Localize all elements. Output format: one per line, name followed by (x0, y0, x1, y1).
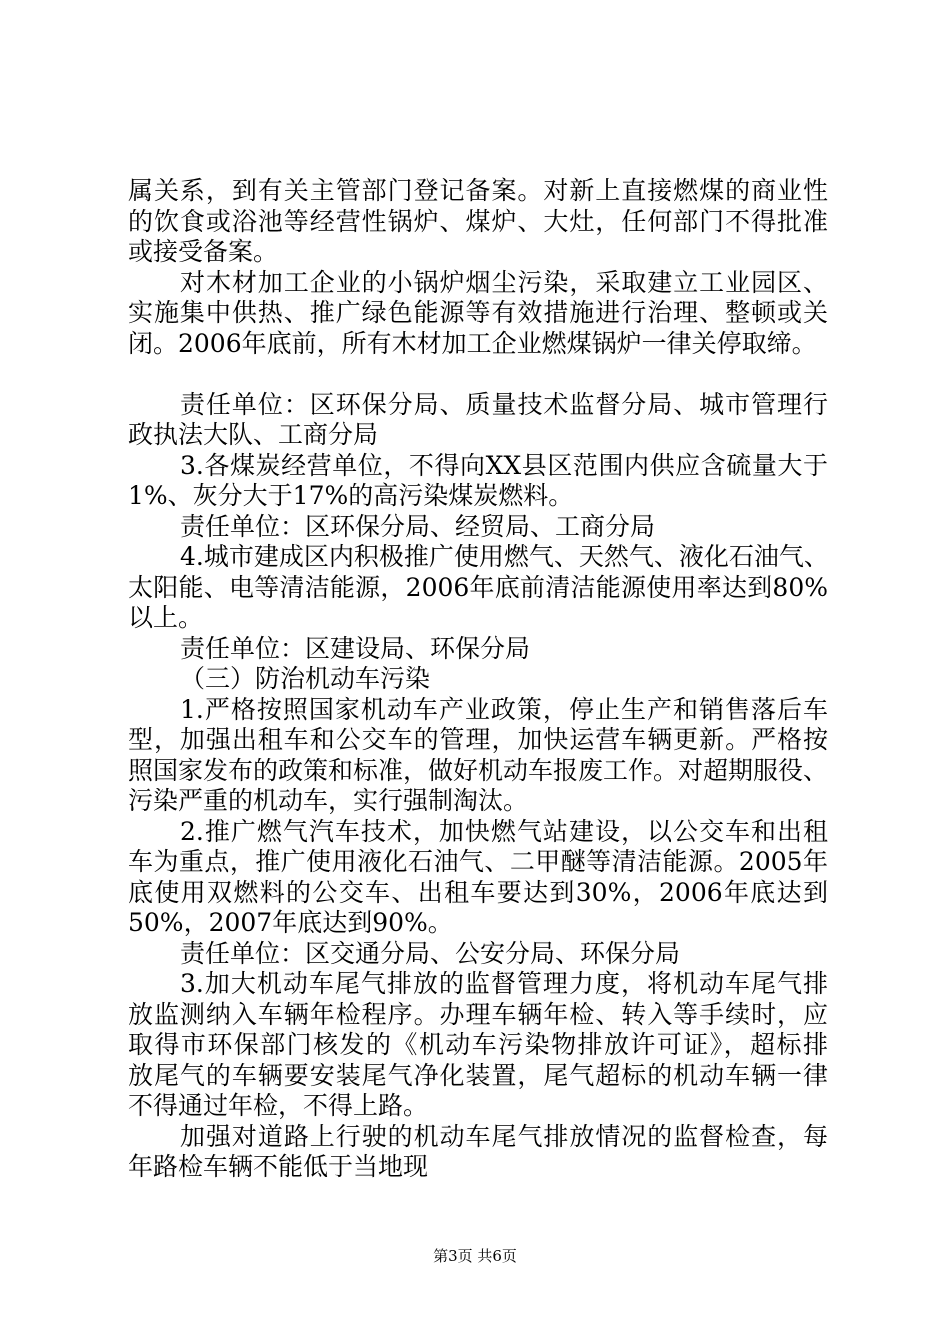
paragraph (128, 268, 828, 360)
text-line: 以上。 (128, 603, 204, 632)
text-line: 政执法大队、工商分局 (128, 420, 379, 449)
paragraph (128, 512, 828, 543)
text-line: 属关系，到有关主管部门登记备案。对新上直接燃煤的商业性 (128, 176, 828, 205)
text-line: （三）防治机动车污染 (180, 664, 431, 693)
text-line: 责任单位：区环保分局、经贸局、工商分局 (180, 511, 656, 541)
paragraph (128, 634, 828, 665)
paragraph (128, 451, 828, 512)
paragraph (128, 695, 828, 817)
text-line: 责任单位：区交通分局、公安分局、环保分局 (180, 938, 681, 968)
text-line: 责任单位：区建设局、环保分局 (180, 633, 531, 663)
text-line: 3.加大机动车尾气排放的监督管理力度，将机动车尾气排 (180, 969, 828, 998)
paragraph (128, 390, 828, 451)
text-line: 太阳能、电等清洁能源，2006年底前清洁能源使用率达到80% (128, 572, 828, 602)
text-line: 50%，2007年底达到90%。 (128, 908, 453, 937)
section-heading (128, 664, 828, 695)
text-line: 1.严格按照国家机动车产业政策，停止生产和销售落后车 (180, 694, 828, 724)
paragraph (128, 939, 828, 970)
text-line: 的饮食或浴池等经营性锅炉、煤炉、大灶，任何部门不得批准 (128, 206, 828, 236)
text-line: 照国家发布的政策和标准，做好机动车报废工作。对超期服役、 (128, 755, 829, 785)
text-line: 闭。2006年底前，所有木材加工企业燃煤锅炉一律关停取缔。 (128, 328, 817, 358)
text-line: 年路检车辆不能低于当地现 (128, 1152, 429, 1181)
text-line: 车为重点，推广使用液化石油气、二甲醚等清洁能源。2005年 (128, 847, 828, 876)
paragraph (128, 176, 828, 268)
blank-line (128, 359, 828, 390)
paragraph (128, 1122, 828, 1183)
text-line: 污染严重的机动车，实行强制淘汰。 (128, 786, 529, 815)
text-line: 底使用双燃料的公交车、出租车要达到30%，2006年底达到 (128, 877, 828, 907)
text-line: 对木材加工企业的小锅炉烟尘污染，采取建立工业园区、 (180, 267, 828, 297)
text-line: 不得通过年检，不得上路。 (128, 1091, 429, 1120)
page-number-footer: 第3页 共6页 (433, 1247, 517, 1265)
paragraph (128, 542, 828, 634)
text-line: 1%、灰分大于17%的高污染煤炭燃料。 (128, 481, 574, 510)
text-line: 型，加强出租车和公交车的管理，加快运营车辆更新。严格按 (128, 725, 828, 754)
text-line: 3.各煤炭经营单位，不得向XX县区范围内供应含硫量大于 (180, 450, 828, 480)
paragraph (128, 817, 828, 939)
text-line: 取得市环保部门核发的《机动车污染物排放许可证》，超标排 (128, 1030, 828, 1059)
text-line: 加强对道路上行驶的机动车尾气排放情况的监督检查，每 (180, 1121, 828, 1151)
text-line: 2.推广燃气汽车技术，加快燃气站建设，以公交车和出租 (180, 816, 828, 846)
text-line: 责任单位：区环保分局、质量技术监督分局、城市管理行 (180, 389, 828, 419)
paragraph (128, 969, 828, 1122)
text-line: 4.城市建成区内积极推广使用燃气、天然气、液化石油气、 (180, 542, 829, 571)
text-line: 放尾气的车辆要安装尾气净化装置，尾气超标的机动车辆一律 (128, 1060, 828, 1090)
document-body (128, 176, 828, 1183)
text-line: 或接受备案。 (128, 237, 279, 266)
text-line: 实施集中供热、推广绿色能源等有效措施进行治理、整顿或关 (128, 298, 828, 327)
text-line: 放监测纳入车辆年检程序。办理车辆年检、转入等手续时，应 (128, 999, 828, 1029)
